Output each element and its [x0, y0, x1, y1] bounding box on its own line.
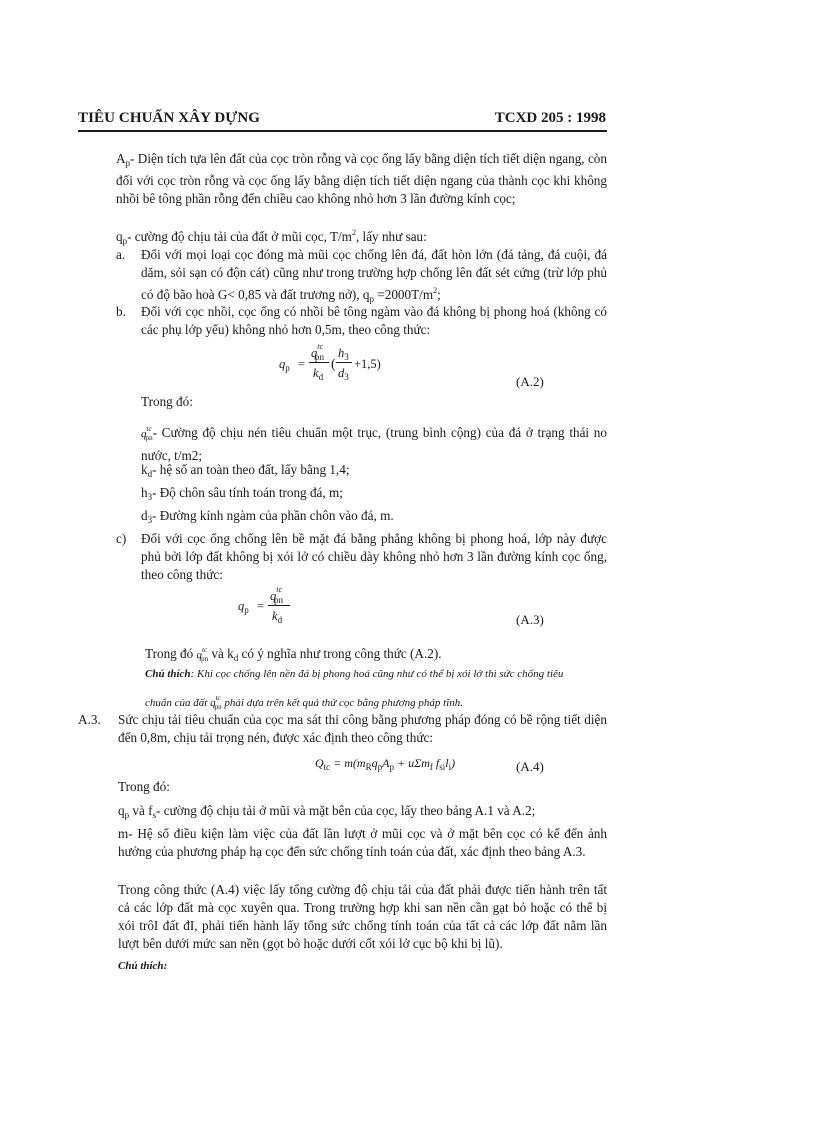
item-a-marker: a.: [116, 247, 126, 262]
item-b-marker: b.: [116, 304, 126, 319]
item-b-text: Đối với cọc nhồi, cọc ống có nhồi bê tông ngàm vào đá không bị phong hoá (không có các phụ lớp yếu) không nhỏ hơn 0,5m, theo công thức:: [141, 304, 607, 337]
qp-fs-definition: $q_p$ và $f_s-$ cường độ chịu tải ở mũi và mặt bên của cọc, lấy theo bảng A.1 và A.2;: [118, 803, 536, 820]
equation-a4: $Q_{tc} = m(m_Rq_pA_p + u\Sigma m_f$ $f_{si}l_i$): [315, 756, 456, 772]
where-label-3: Trong đó:: [118, 779, 170, 794]
item-c-text: Đối với cọc ống chống lên bề mặt đá bằng phẳng không bị phong hoá, lớp này được phủ bởi lớp đất không bị xói lở có chiều dày không nhỏ hơn 3 lần đường kính cọc ống, theo công thức:: [141, 531, 607, 582]
h3-definition: $h_3-$ Độ chôn sâu tính toán trong đá, m;: [141, 485, 343, 502]
equation-a4-number: (A.4): [516, 759, 544, 774]
qpn-definition: $q^{tc}_{pn}-$ Cường độ chịu nén tiêu chuẩn một trục, (trung bình cộng) của đá ở trạng thái no nước, t/m2;: [141, 425, 607, 463]
section-a3-text: Sức chịu tải tiêu chuẩn của cọc ma sát thi công bằng phương pháp đóng có bề rộng tiết diện đến 0,8m, chịu tải trọng nén, được xác định theo công thức:: [118, 712, 607, 745]
standard-code: TCXD 205 : 1998: [494, 110, 606, 126]
equation-a2-number: (A.2): [516, 374, 544, 389]
kd-definition: $k_d-$ hệ số an toàn theo đất, lấy bằng 1,4;: [141, 462, 350, 479]
ap-definition: $A_p-$ Diện tích tựa lên đất của cọc tròn rỗng và cọc ống lấy bằng diện tích tiết diện ngang, còn đối với cọc tròn rỗng và cọc ống lấy bằng diện tích tiết diện ngang của thành cọc khi không nhồi bê tông phần rỗng đến chiều cao không nhỏ hơn 3 lần đường kính cọc;: [116, 151, 607, 206]
note-2-label: Chú thích:: [118, 960, 168, 972]
m-definition: m- Hệ số điều kiện làm việc của đất lần lượt ở mũi cọc và ở mặt bên cọc có kể đến ảnh hưởng của phương pháp hạ cọc đến sức chống tính toán của đất, xác định theo bảng A.3.: [118, 826, 607, 859]
item-a-text: Đối với mọi loại cọc đóng mà mũi cọc chống lên đá, đất hòn lớn (đá tảng, đá cuội, đá dăm, sỏi sạn có độn cát) cũng như trong trường hợp chống lên đất sét cứng (trừ lớp phủ có độ bão hoà G< 0,85 và đất trương nở), $q_p =2000T/m^2$;: [141, 247, 607, 304]
d3-definition: $d_3-$ Đường kính ngàm của phần chôn vào đá, m.: [141, 508, 394, 525]
equation-a3-number: (A.3): [516, 612, 544, 627]
summation-paragraph: Trong công thức (A.4) việc lấy tổng cường độ chịu tải của đất phải được tiến hành trên tất cả các lớp đất mà cọc xuyên qua. Trong trường hợp khi san nền cần gạt bỏ hoặc có thể bị xói trôI đất đI, phải tiến hành lấy tổng sức chống tính toán của tất cả các lớp đất nằm lần lượt bên dưới mức san nền (gọt bỏ hoặc dưới cốt xói lở cục bộ khi bị lũ).: [118, 882, 607, 951]
section-a3-marker: A.3.: [78, 712, 101, 727]
item-c-marker: c): [116, 531, 127, 546]
header-divider: [78, 130, 607, 132]
where-label-2: Trong đó $q^{tc}_{pn}$ và $k_d$ có ý nghĩa như trong công thức (A.2).: [145, 646, 442, 663]
note-1-line-1: Chú thích: Khi cọc chống lên nền đá bị phong hoá cũng như có thể bị xói lở thì sức chống tiêu: [145, 668, 564, 680]
header-title: TIÊU CHUẨN XÂY DỰNG: [78, 110, 261, 126]
qp-definition: $q_p-$ cường độ chịu tải của đất ở mũi cọc, $T/m^2$, lấy như sau:: [116, 228, 427, 246]
where-label-1: Trong đó:: [141, 394, 193, 409]
note-1-line-2: chuẩn của đất $q^{tc}_{pn}$ phải dựa trên kết quả thử cọc bằng phương pháp tĩnh.: [145, 694, 464, 711]
